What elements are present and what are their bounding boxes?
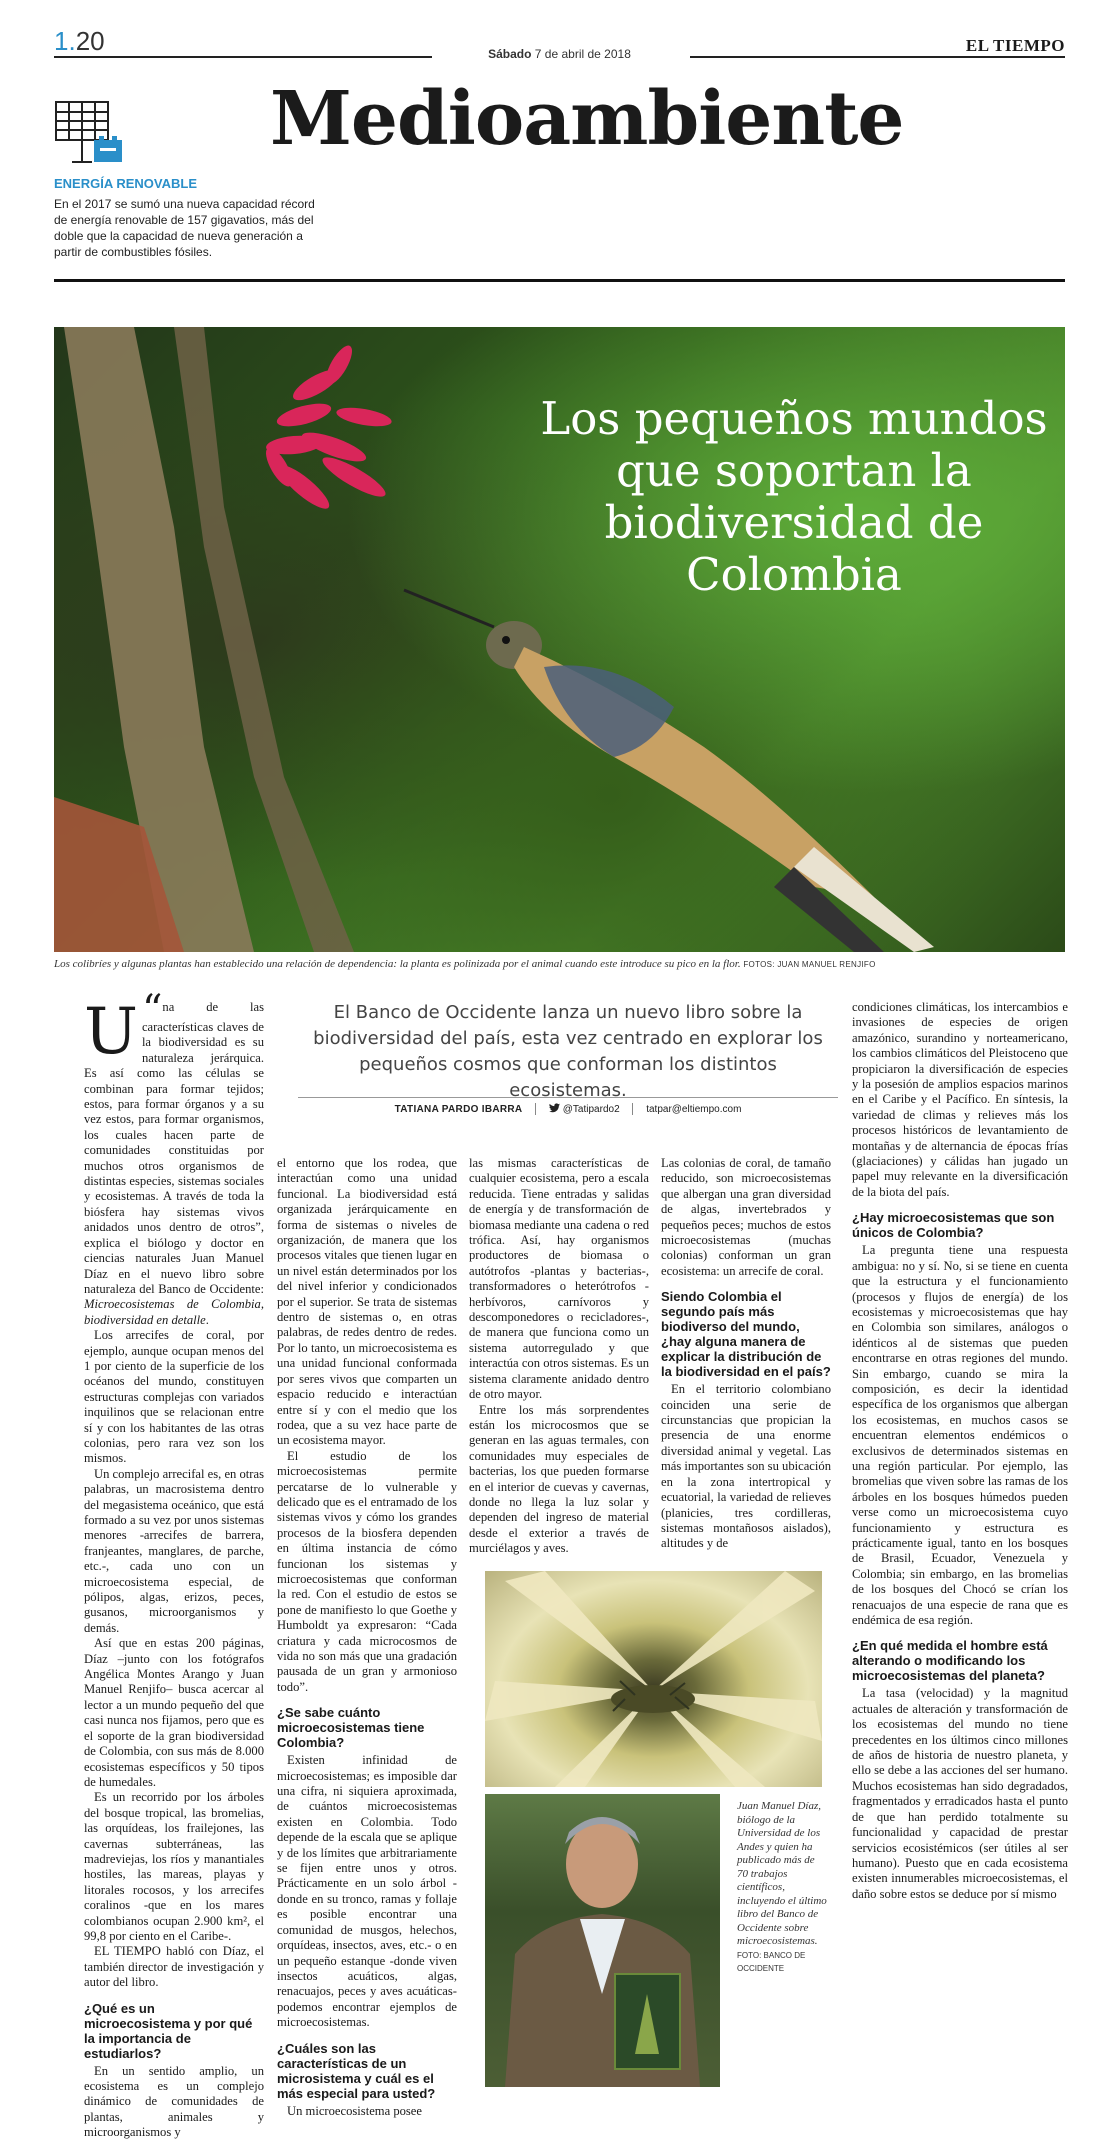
issue-date: Sábado 7 de abril de 2018 xyxy=(488,47,631,61)
portrait-photo xyxy=(485,1794,720,2087)
hero-photo xyxy=(54,327,1065,952)
byline xyxy=(298,1097,838,1115)
article-deck: El Banco de Occidente lanza un nuevo libro sobre la biodiversidad del país, esta vez centrado en explorar los pequeños cosmos que conforman los distintos ecosistemas. xyxy=(313,1002,823,1101)
article-column-1: “ U na de las características claves de la biodiversidad es su naturaleza jerárquica. Es así como las células se combinan para formar tejidos; estos, para formar órganos y a su vez estos, para formar organismos, los cuales hacen parte de comunidades constituidas por muchos otros organismos de distintas especies, sistemas sociales y ecosistemas. A través de toda la biósfera hay sistemas vivos anidados unos dentro de otros”, explica el biólogo y doctor en ciencias naturales Juan Manuel Díaz en el nuevo libro sobre naturaleza del Banco de Occidente: Microecosistemas de Colombia, biodiversidad en detalle. Los arrecifes de coral, por ejemplo, aunque ocupan menos del 1 por ciento de la superficie de los océanos del mundo, constituyen estructuras complejas con variados inquilinos que se relacionan entre sí y con los habitantes de las otras colonias, pero rara vez son los mismos. Un complejo arrecifal es, en otras palabras, un macrosistema dentro del megasistema oceánico, que está formado a su vez por unos sistemas menores -arrecifes de barrera, franjeantes, manglares, de parche, etc.-, cada uno con un microecosistema especial, de pólipos, algas, erizos, peces, gusanos, microorganismos y demás. Así que en estas 200 páginas, Díaz –junto con los fotógrafos Angélica Montes Arango y Juan Manuel Renjifo– busca acercar al lector a un mundo pequeño del que casi nunca nos fijamos, pero que es el soporte de la gran biodiversidad de Colombia, con sus más de 8.000 ecosistemas específicos y 50 tipos de humedales. Es un recorrido por los árboles del bosque tropical, las bromelias, las orquídeas, los frailejones, las cavernas subterráneas, las madreviejas, los ríos y manantiales hostiles, las mareas, playas y litorales rocosos, y los arrecifes coralinos -que en los mares colombianos ocupan 2.900 km², el 99,8 por ciento en el Caribe-. EL TIEMPO habló con Díaz, el también director de investigación y autor del libro. ¿Qué es un microecosistema y por qué la importancia de estudiarlos? En un sentido amplio, un ecosistema es un complejo dinámico de comunidades de plantas, animales y microorganismos y xyxy=(84,987,264,2140)
hero-caption: Los colibríes y algunas plantas han establecido una relación de dependencia: la planta es polinizada por el animal cuando este introduce su pico en la flor. FOTOS: JUAN MANUEL RENJIFO xyxy=(54,958,876,970)
brief-text: En el 2017 se sumó una nueva capacidad récord de energía renovable de 157 gigavatios, más del doble que la capacidad de nueva generación a partir de combustibles fósiles. xyxy=(54,197,315,259)
question-heading: ¿En qué medida el hombre está alterando o modificando los microecosistemas del planeta? xyxy=(852,1638,1048,1684)
question-heading: ¿Cuáles son las características de un microsistema y cuál es el más especial para usted? xyxy=(277,2040,436,2101)
article-headline: Los pequeños mundos que soportan la biodiversidad de Colombia xyxy=(540,392,1048,601)
page-number: 1.20 xyxy=(54,26,105,56)
question-heading: ¿Qué es un microecosistema y por qué la importancia de estudiarlos? xyxy=(84,2000,253,2061)
brand-logo: EL TIEMPO xyxy=(965,36,1065,55)
brief-kicker: ENERGÍA RENOVABLE xyxy=(54,176,198,191)
article-column-2: el entorno que los rodea, que interactúan como una unidad funcional. La biodiversidad está organizada jerárquicamente en forma de sistemas o niveles de organización, de manera que los procesos vitales que tienen lugar en un nivel están determinados por los del nivel inferior y condicionados por el superior. Se trata de sistemas dentro de sistemas o, en otras palabras, de redes dentro de redes. Por lo tanto, un microecosistema es una unidad funcional conformada por seres vivos que comparten un espacio reducido e interactúan entre sí y con el medio que los rodea, que a su vez hace parte de un ecosistema mayor. El estudio de los microecosistemas permite percatarse de lo vulnerable y delicado que es el entramado de los sistemas vivos y cómo los grandes procesos de la biosfera dependen en última instancia de cómo funcionan los sistemas y microecosistemas que conforman la red. Con el estudio de estos se pone de manifiesto lo que Goethe y Humboldt ya expresaron: “Cada criatura y cada microcosmos de vida no son más que una gradación pausada de un gran y armonioso todo”. ¿Se sabe cuánto microecosistemas tiene Colombia? Existen infinidad de microecosistemas; es imposible dar una cifra, ni siquiera aproximada, de cuántos microecosistemas existen en Colombia. Todo depende de la escala que se aplique y de los límites que arbitrariamente se fijen entre unos y otros. Prácticamente en un solo árbol -donde en su tronco, ramas y follaje es posible encontrar una comunidad de musgos, helechos, orquídeas, insectos, aves, etc.- o en un pequeño estanque -donde viven insectos acuáticos, algas, renacuajos, peces y aves acuáticas- podemos encontrar ejemplos de microecosistemas. ¿Cuáles son las características de un microsistema y cuál es el más especial para usted? Un microecosistema posee xyxy=(277,1156,457,2118)
article-column-3: las mismas características de cualquier ecosistema, pero a escala reducida. Tiene entradas y salidas de energía y de transformación de biomasa mediante una cadena o red trófica. Así, hay organismos productores de biomasa o autótrofos -plantas y bacterias-, transformadores o heterótrofos -herbívoros, carnívoros y descomponedores o recicladores-, de manera que funciona como un sistema autorregulado y que interactúa con otros sistemas. Es un sistema claramente anidado dentro de otro mayor. Entre los más sorprendentes están los microcosmos que se generan en las aguas termales, con comunidades muy especiales de bacterias, los que pueden formarse en el interior de cuevas y cavernas, donde no llega la luz solar y dependen del ingreso de material desde el exterior a través de murciélagos y aves. xyxy=(469,1156,649,1556)
question-heading: ¿Hay microecosistemas que son únicos de Colombia? xyxy=(852,1210,1055,1241)
flower-illustration xyxy=(261,342,393,515)
book-title: Microecosistemas de Colombia, biodiversidad en detalle xyxy=(84,1297,264,1327)
bromeliad-photo xyxy=(485,1571,822,1787)
question-heading: ¿Se sabe cuánto microecosistemas tiene Colombia? xyxy=(277,1705,425,1751)
question-heading: Siendo Colombia el segundo país más biodiverso del mundo, ¿hay alguna manera de explicar la distribución de la biodiversidad en el país? xyxy=(661,1289,831,1380)
solar-panel-icon xyxy=(54,100,126,170)
author-name: TATIANA PARDO IBARRA xyxy=(394,1104,523,1115)
author-email[interactable]: tatpar@eltiempo.com xyxy=(646,1104,742,1115)
open-quote: “ xyxy=(141,987,163,1033)
twitter-handle[interactable]: @Tatipardo2 xyxy=(562,1104,620,1115)
article-column-4: Las colonias de coral, de tamaño reducido, son microecosistemas que albergan una gran diversidad de algas, invertebrados y pequeños peces; muchos de estos microecosistemas (muchas colonias) conforman un gran ecosistema: un arrecife de coral. Siendo Colombia el segundo país más biodiverso del mundo, ¿hay alguna manera de explicar la distribución de la biodiversidad en el país? En el territorio colombiano coinciden una serie de circunstancias que propician la presencia de una enorme diversidad animal y vegetal. Las más importantes son su ubicación en la zona intertropical y ecuatorial, la variedad de relieves (planicies, tres cordilleras, sistemas montañosos aislados), altitudes y de xyxy=(661,1156,831,1551)
section-divider xyxy=(54,279,1065,282)
drop-cap: U xyxy=(84,995,138,1069)
hummingbird-illustration xyxy=(404,590,934,952)
section-title: Medioambiente xyxy=(270,76,904,162)
twitter-icon xyxy=(549,1104,563,1115)
article-column-5: condiciones climáticas, los intercambios e invasiones de especies de origen amazónico, surandino y norteamericano, los cambios climáticos del Pleistoceno que propiciaron la diversificación de especies y la posesión de amplios espacios marinos en el Caribe y el Pacífico. En síntesis, la variedad de climas y relieves más los procesos históricos de levantamiento de montañas y de alternancia de épocas frías (glaciaciones) y cálidas han jugado un papel muy relevante en la diversificación de la biota del país. ¿Hay microecosistemas que son únicos de Colombia? La pregunta tiene una respuesta ambigua: no y sí. No, si se tiene en cuenta que la estructura y el funcionamiento (procesos y flujos de energía) de los ecosistemas y microecosistemas que hay en Colombia son similares, análogos o idénticos al de sistemas que pueden encontrarse en otras regiones del mundo. Sin embargo, cuando se mira la composición, es decir la identidad específica de los organismos que albergan los ecosistemas, en muchos casos se encuentran elementos endémicos o exclusivos de determinados sistemas en una región particular. Por ejemplo, las bromelias que viven sobre las ramas de los árboles en los bosques húmedos pueden verse como un microecosistema cuyo funcionamiento y estructura es prácticamente igual, tanto en los bosques de Brasil, Ecuador, Venezuela y Colombia; sin embargo, en las bromelias de los bosques del Chocó se crían los renacuajos de una especie de rana que es endémica de esa región. ¿En qué medida el hombre está alterando o modificando los microecosistemas del planeta? La tasa (velocidad) y la magnitud actuales de alteración y transformación de los ecosistemas del mundo no tiene precedentes en los últimos cinco millones de años de historia de nuestro planeta, y ello se debe a las acciones del ser humano. Muchos ecosistemas han sido degradados, fragmentados y erradicados hasta el punto de que han perdido totalmente su funcionalidad y capacidad de prestar servicios ecosistémicos (ser útiles al ser humano). Puesto que en cada ecosistema existen innumerables microecosistemas, el daño sobre estos se deduce por sí mismo xyxy=(852,1000,1068,1901)
portrait-caption: Juan Manuel Díaz, biólogo de la Universidad de los Andes y quien ha publicado más de 70 trabajos científicos, incluyendo el último libro del Banco de Occidente sobre microecosistemas. FOTO: BANCO DE OCCIDENTE xyxy=(737,1800,827,1973)
